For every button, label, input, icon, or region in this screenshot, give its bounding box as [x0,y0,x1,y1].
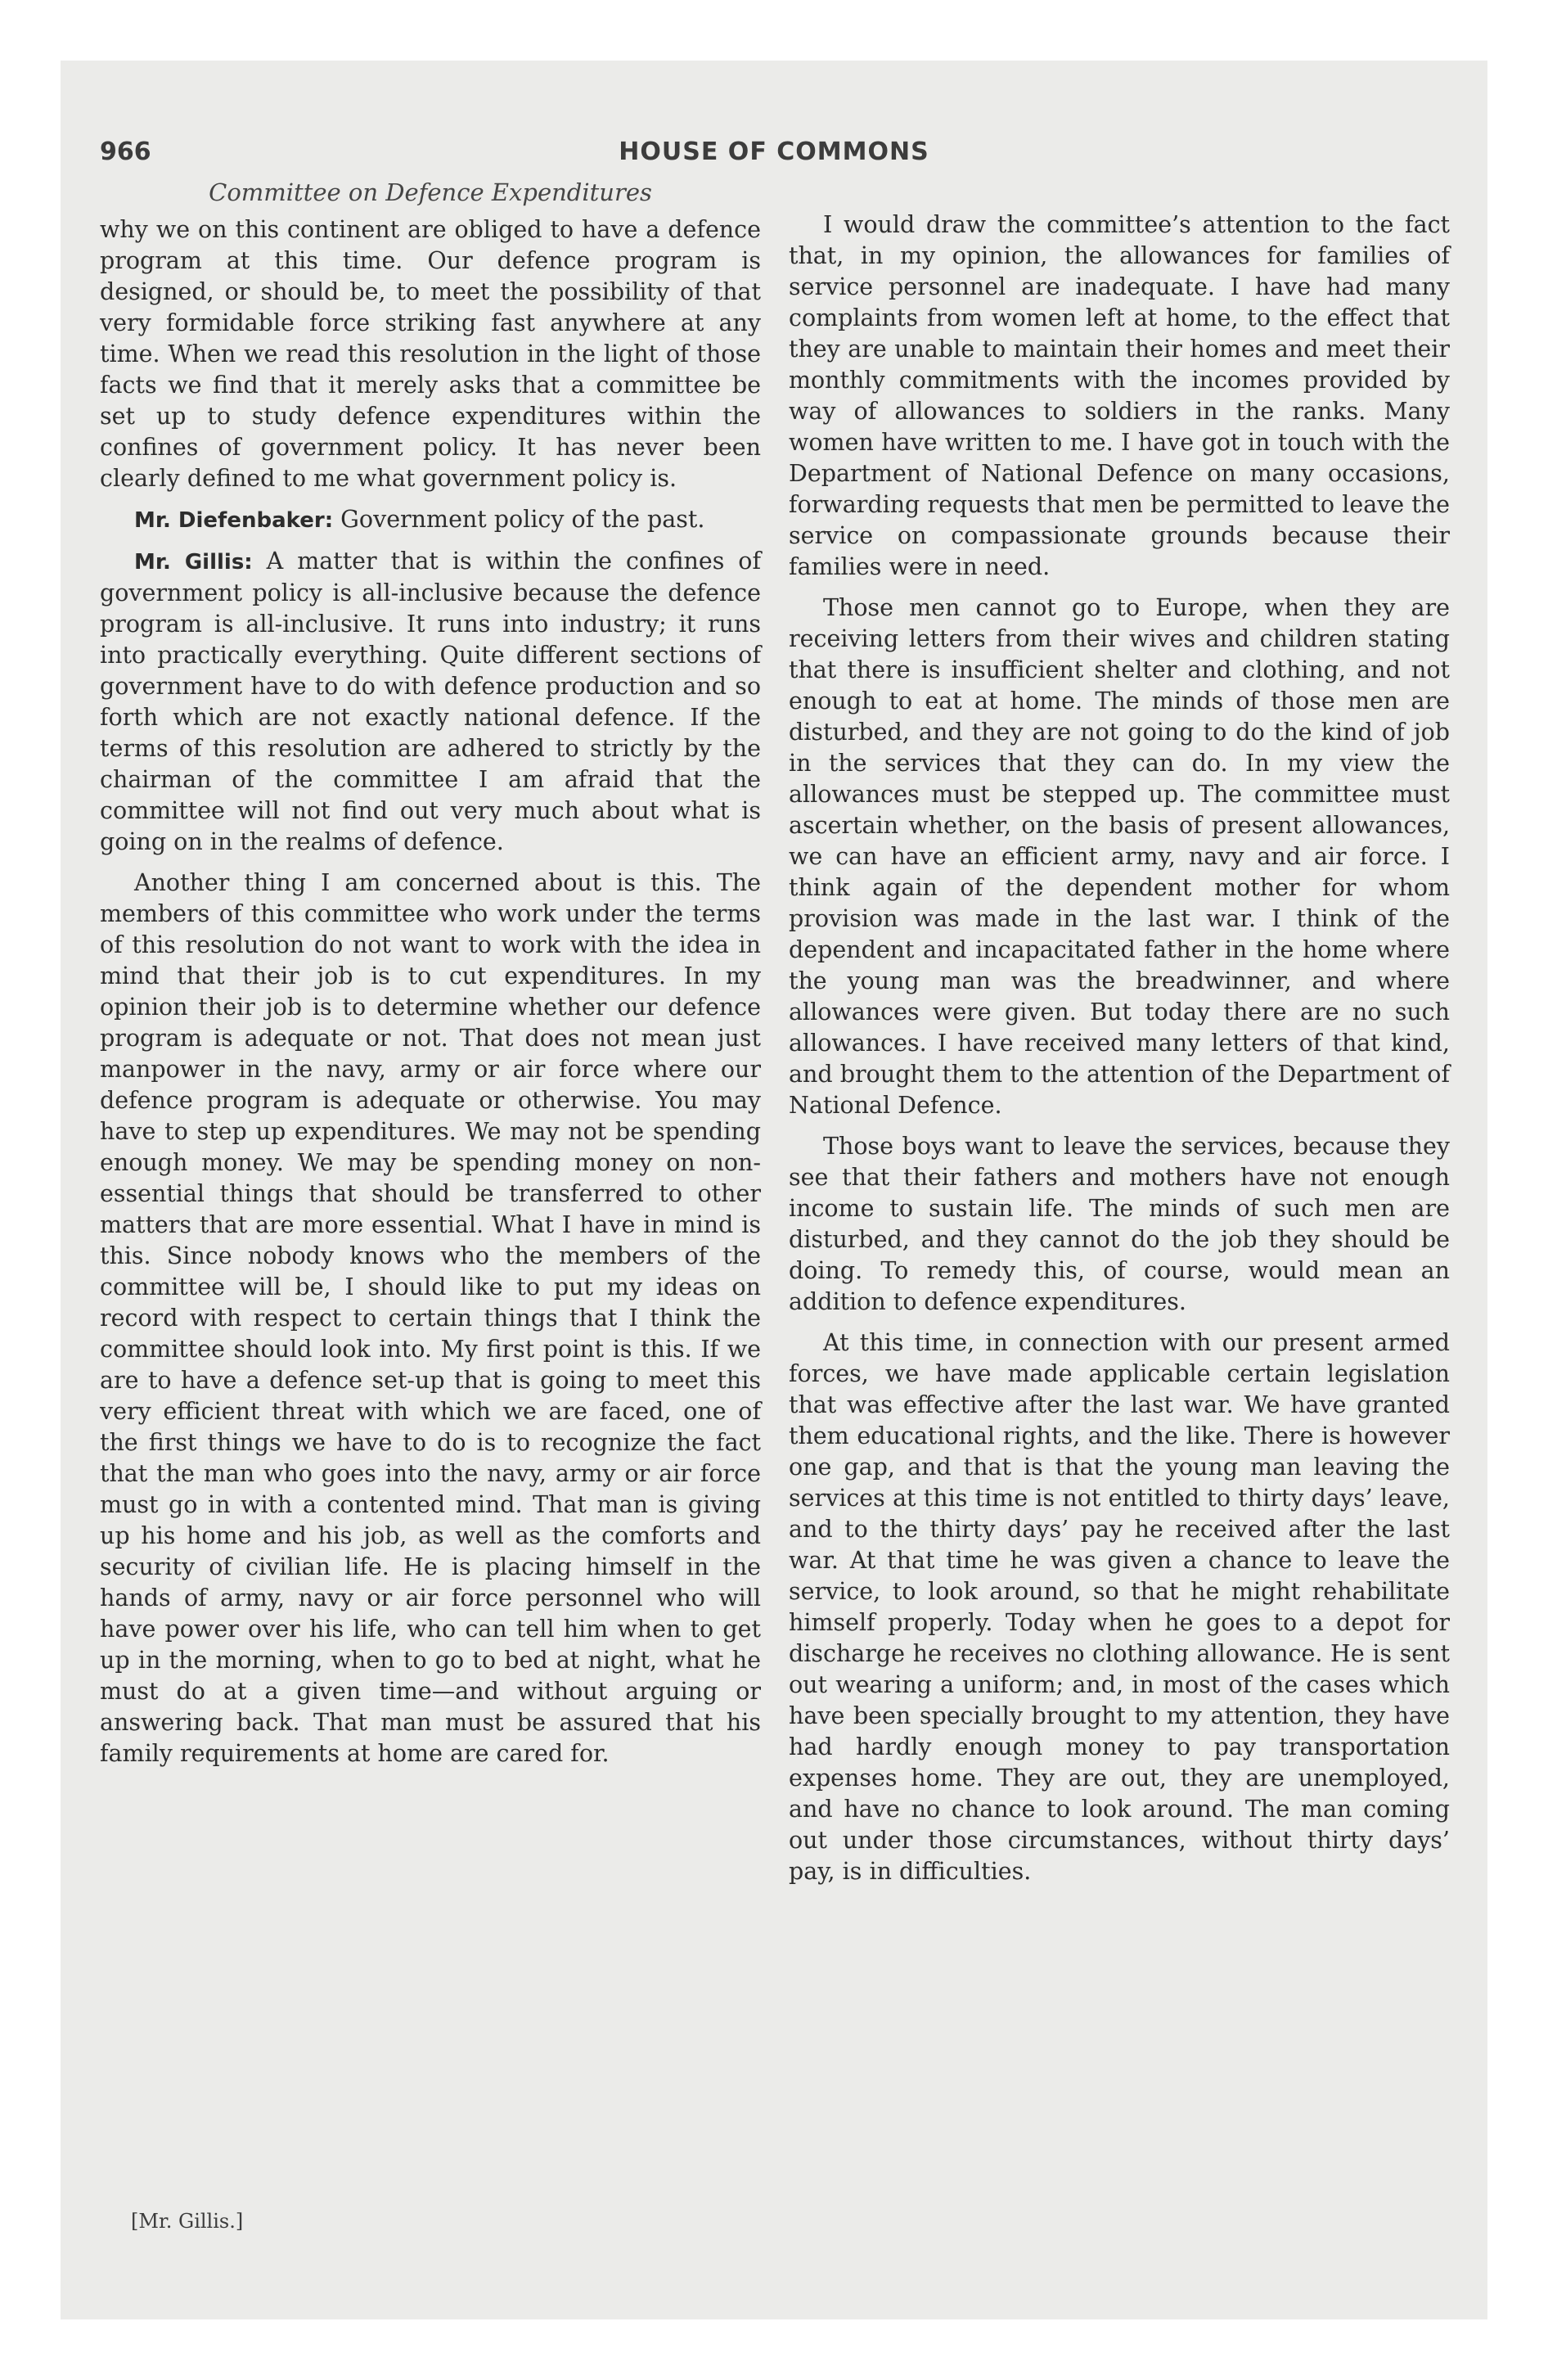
speaker-name: Mr. Gillis: [134,550,253,575]
paragraph: Those boys want to leave the services, because they see that their fathers and mothers have not enough income to sustain life. The minds of such men are disturbed, and they cannot do the job they should be doing. To remedy this, of course, would mean an addition to defence expenditures. [789,1133,1450,1315]
paragraph: At this time, in connection with our present armed forces, we have made applicable certain legislation that was effective after the last war. We have granted them educational rights, and the like. There is however one gap, and that is that the young man leaving the services at this time is not entitled to thirty days’ leave, and to the thirty days’ pay he received after the last war. At that time he was given a chance to leave the service, to look around, so that he might rehabilitate himself properly. Today when he goes to a depot for discharge he receives no clothing allowance. He is sent out wearing a uniform; and, in most of the cases which have been specially brought to my attention, they have had hardly enough money to pay transportation expenses home. They are out, they are unemployed, and have no chance to look around. The man coming out under those circumstances, without thirty days’ pay, is in difficulties. [789,1329,1450,1885]
speech-text: A matter that is within the confines of government policy is all-inclusive because the defence program is all-inclusive. It runs into industry; it runs into practically everything. Quite different sections of government have to do with defence production and so forth which are not exactly national defence. If the terms of this resolution are adhered to strictly by the chairman of the committee I am afraid that the committee will not find out very much about what is going on in the realms of defence. [100,548,761,855]
speech-diefenbaker [100,504,761,536]
speech-gillis [100,546,761,858]
page-number: 966 [100,137,151,166]
page-header [100,129,1448,178]
left-column [100,214,761,1779]
running-title: HOUSE OF COMMONS [619,137,929,166]
right-column [789,210,1450,1897]
section-subtitle: Committee on Defence Expenditures [209,178,652,206]
paragraph: why we on this continent are obliged to have a defence program at this time. Our defence program is designed, or should be, to meet the possibility of that very formidable force striking fast anywhere at any time. When we read this resolution in the light of those facts we find that it merely asks that a committee be set up to study defence expenditures within the confines of government policy. It has never been clearly defined to me what government policy is. [100,216,761,492]
speech-text: Government policy of the past. [333,506,705,533]
speaker-attribution: [Mr. Gillis.] [131,2210,244,2233]
paragraph: Those men cannot go to Europe, when they are receiving letters from their wives and children stating that there is insufficient shelter and clothing, and not enough to eat at home. The minds of those men are disturbed, and they are not going to do the kind of job in the services that they can do. In my view the allowances must be stepped up. The committee must ascertain whether, on the basis of present allowances, we can have an efficient army, navy and air force. I think again of the dependent mother for whom provision was made in the last war. I think of the dependent and incapacitated father in the home where the young man was the breadwinner, and where allowances were given. But today there are no such allowances. I have received many letters of that kind, and brought them to the attention of the Department of National Defence. [789,594,1450,1119]
speaker-name: Mr. Diefenbaker: [134,508,334,533]
paragraph: I would draw the committee’s attention to the fact that, in my opinion, the allowances for families of service personnel are inadequate. I have had many complaints from women left at home, to the effect that they are unable to maintain their homes and meet their monthly commitments with the incomes provided by way of allowances to soldiers in the ranks. Many women have written to me. I have got in touch with the Department of National Defence on many occasions, forwarding requests that men be permitted to leave the service on compassionate grounds because their families were in need. [789,211,1450,580]
paragraph: Another thing I am concerned about is this. The members of this committee who work under the terms of this resolution do not want to work with the idea in mind that their job is to cut expenditures. In my opinion their job is to determine whether our defence program is adequate or not. That does not mean just manpower in the navy, army or air force where our defence program is adequate or otherwise. You may have to step up expenditures. We may not be spending enough money. We may be spending money on non-essential things that should be transferred to other matters that are more essential. What I have in mind is this. Since nobody knows who the members of the committee will be, I should like to put my ideas on record with respect to certain things that I think the committee should look into. My first point is this. If we are to have a defence set-up that is going to meet this very efficient threat with which we are faced, one of the first things we have to do is to recognize the fact that the man who goes into the navy, army or air force must go in with a contented mind. That man is giving up his home and his job, as well as the comforts and security of civilian life. He is placing himself in the hands of army, navy or air force personnel who will have power over his life, who can tell him when to get up in the morning, when to go to bed at night, what he must do at a given time—and without arguing or answering back. That man must be assured that his family requirements at home are cared for. [100,869,761,1767]
